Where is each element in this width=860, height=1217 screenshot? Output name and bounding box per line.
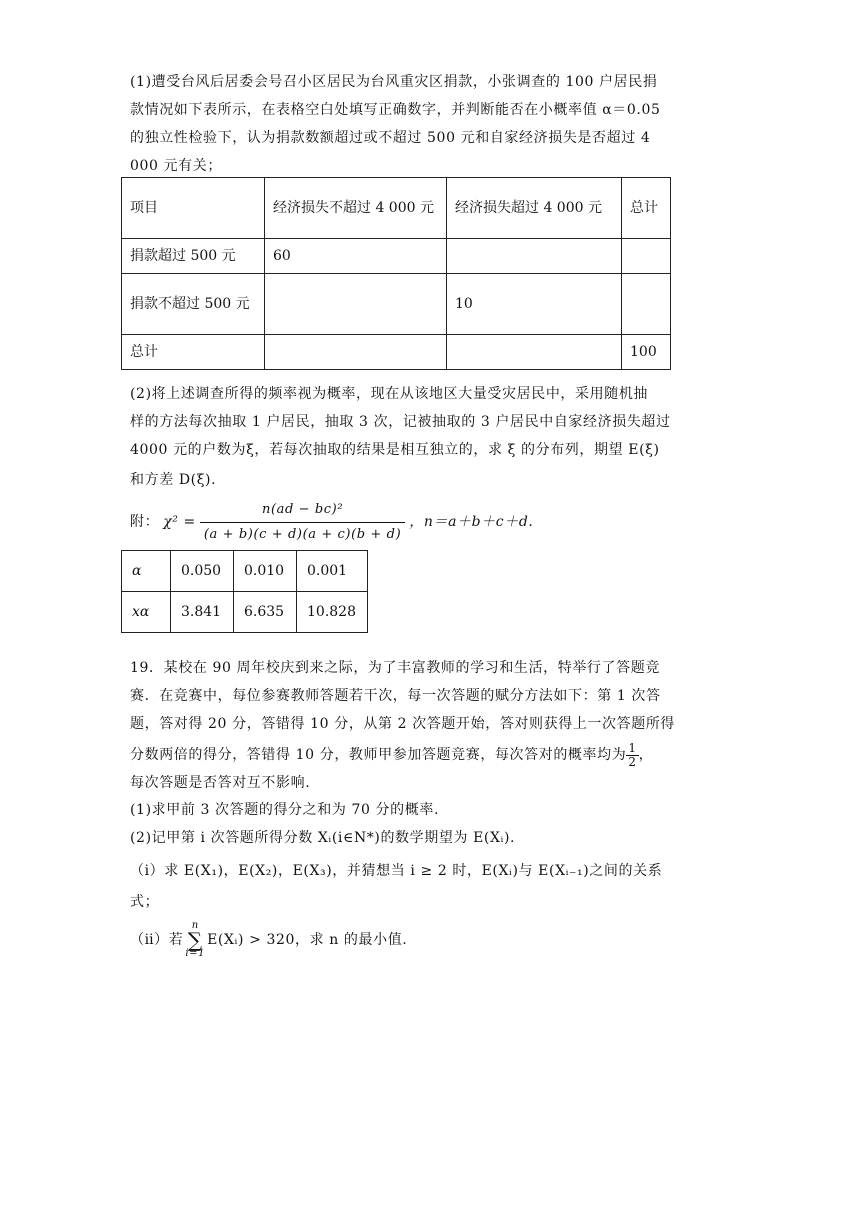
table-cell: 捐款不超过 500 元 (122, 274, 265, 335)
table-cell: 10.828 (297, 592, 368, 633)
table-cell: 10 (447, 274, 622, 335)
part1-line-3: 的独立性检验下，认为捐款数额超过或不超过 500 元和自家经济损失是否超过 4 (130, 130, 651, 146)
q19-sub2-ii-prefix: （ⅱ）若 (130, 932, 184, 948)
q19-sub1: (1)求甲前 3 次答题的得分之和为 70 分的概率. (130, 802, 440, 818)
table-cell: 60 (265, 239, 447, 274)
summation-lower: i=1 (185, 948, 206, 959)
q19-sub2: (2)记甲第 i 次答题所得分数 Xᵢ(i∈N*)的数学期望为 E(Xᵢ). (130, 830, 516, 846)
chi-square-symbol: χ² = (163, 514, 196, 530)
table-cell: 捐款超过 500 元 (122, 239, 265, 274)
fraction-numerator: n(ad − bc)² (200, 500, 405, 523)
comma: ， (638, 747, 654, 763)
fraction-denominator: (a + b)(c + d)(a + c)(b + d) (203, 526, 402, 542)
q19-line-4-text: 分数两倍的得分，答错得 10 分，教师甲参加答题竞赛，每次答对的概率均为 (130, 747, 627, 763)
q19-line-5: 每次答题是否答对互不影响. (130, 775, 311, 791)
table-cell: 0.001 (297, 551, 368, 592)
table-cell (447, 335, 622, 370)
critical-value-table (121, 550, 368, 633)
table-row (122, 551, 368, 592)
fraction-denominator: 2 (628, 754, 637, 769)
fraction-numerator: 1 (628, 740, 637, 755)
q19-sub2-i-line2: 式； (130, 894, 160, 910)
table-row (122, 592, 368, 633)
n-definition: ，n＝a＋b＋c＋d. (409, 514, 534, 530)
appendix-formula (130, 500, 533, 544)
table-row (122, 178, 671, 239)
table-cell (265, 335, 447, 370)
q19-line-2: 赛．在竞赛中，每位参赛教师答题若干次，每一次答题的赋分方法如下：第 1 次答 (130, 688, 661, 704)
table-row (122, 274, 671, 335)
part2-line-1: (2)将上述调查所得的频率视为概率，现在从该地区大量受灾居民中，采用随机抽 (130, 386, 649, 402)
table-cell: xα (122, 592, 171, 633)
part2-line-2: 样的方法每次抽取 1 户居民，抽取 3 次，记被抽取的 3 户居民中自家经济损失超过 (130, 414, 671, 430)
q19-sub2-ii (130, 918, 407, 962)
table-cell: α (122, 551, 171, 592)
part1-line-4: 000 元有关； (130, 158, 222, 174)
table-cell: 100 (622, 335, 671, 370)
table-cell: 3.841 (171, 592, 234, 633)
summation-symbol (185, 921, 205, 959)
q19-sub2-ii-suffix: E(Xᵢ) > 320，求 n 的最小值. (207, 932, 408, 948)
table-cell (622, 239, 671, 274)
part1-line-1: (1)遭受台风后居委会号召小区居民为台风重灾区捐款，小张调查的 100 户居民捐 (130, 74, 658, 90)
table-cell: 0.050 (171, 551, 234, 592)
appendix-label: 附： (130, 514, 160, 530)
table-cell (447, 239, 622, 274)
contingency-table (121, 177, 671, 370)
q19-line-3: 题，答对得 20 分，答错得 10 分，从第 2 次答题开始，答对则获得上一次答题所得 (130, 716, 676, 732)
table-row (122, 335, 671, 370)
chi-square-fraction (200, 500, 405, 545)
table-cell: 总计 (622, 178, 671, 239)
table-cell (622, 274, 671, 335)
q19-sub2-i-line1: （ⅰ）求 E(X₁)，E(X₂)，E(X₃)，并猜想当 i ≥ 2 时，E(Xᵢ)与 E(Xᵢ₋₁)之间的关系 (130, 863, 663, 879)
one-half-fraction (626, 742, 638, 769)
summation-upper: n (191, 920, 199, 931)
part2-line-4: 和方差 D(ξ). (130, 472, 217, 488)
table-cell: 经济损失不超过 4 000 元 (265, 178, 447, 239)
table-cell: 项目 (122, 178, 265, 239)
table-cell: 6.635 (234, 592, 297, 633)
sigma-glyph: ∑ (187, 928, 203, 952)
table-cell (265, 274, 447, 335)
part2-line-3: 4000 元的户数为ξ，若每次抽取的结果是相互独立的，求 ξ 的分布列，期望 E(ξ) (130, 442, 660, 458)
part1-line-2: 款情况如下表所示，在表格空白处填写正确数字，并判断能否在小概率值 α＝0.05 (130, 102, 661, 118)
table-cell: 经济损失超过 4 000 元 (447, 178, 622, 239)
table-row (122, 239, 671, 274)
q19-line-1: 19．某校在 90 周年校庆到来之际，为了丰富教师的学习和生活，特举行了答题竞 (130, 660, 660, 676)
table-cell: 总计 (122, 335, 265, 370)
table-cell: 0.010 (234, 551, 297, 592)
q19-line-4 (130, 740, 653, 770)
